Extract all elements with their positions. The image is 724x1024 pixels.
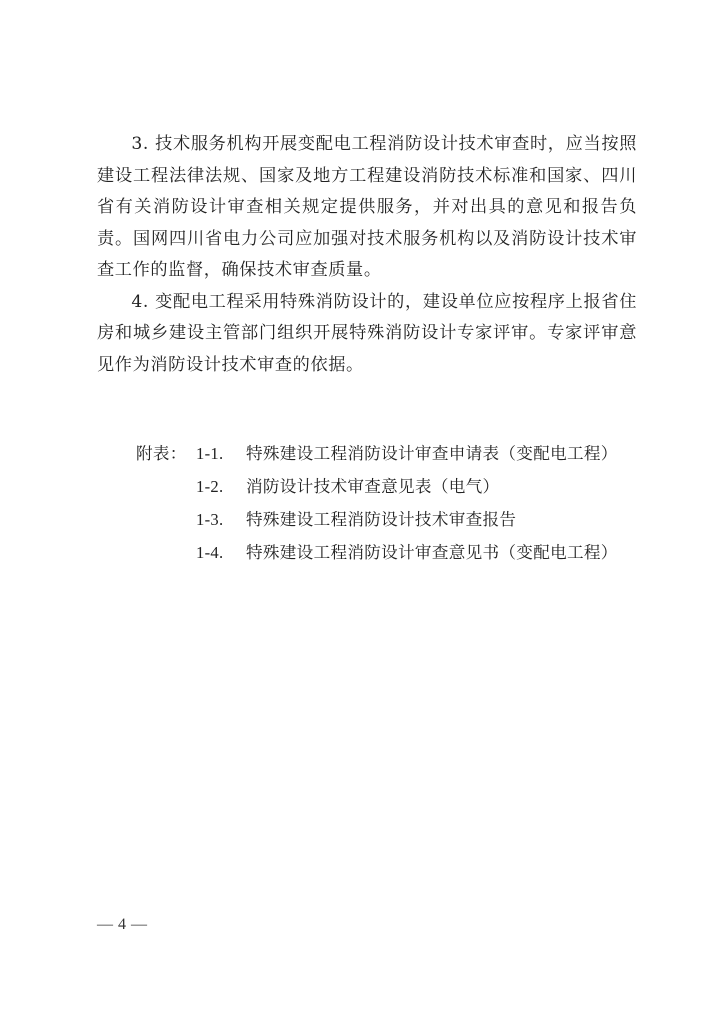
paragraph-item-4: 4. 变配电工程采用特殊消防设计的，建设单位应按程序上报省住房和城乡建设主管部门组织开展特殊消防设计专家评审。专家评审意见作为消防设计技术审查的依据。: [97, 291, 637, 375]
attachment-number: 1-4.: [196, 543, 224, 562]
attachment-row: [136, 536, 656, 569]
attachment-number: 1-1.: [196, 444, 224, 463]
attachment-prefix: 附表：: [136, 444, 187, 463]
page-number: — 4 —: [97, 916, 148, 933]
attachment-row: [136, 503, 656, 536]
attachment-number: 1-2.: [196, 477, 224, 496]
attachment-title: 特殊建设工程消防设计审查申请表（变配电工程）: [246, 444, 618, 463]
attachment-list: [136, 437, 656, 569]
attachment-number: 1-3.: [196, 510, 224, 529]
attachment-title: 特殊建设工程消防设计审查意见书（变配电工程）: [246, 543, 618, 562]
attachment-title: 消防设计技术审查意见表（电气）: [246, 477, 500, 496]
body-text: [97, 129, 637, 381]
attachment-title: 特殊建设工程消防设计技术审查报告: [246, 510, 517, 529]
attachment-row: [136, 437, 656, 470]
paragraph-item-3: 3. 技术服务机构开展变配电工程消防设计技术审查时，应当按照建设工程法律法规、国家及地方工程建设消防技术标准和国家、四川省有关消防设计审查相关规定提供服务，并对出具的意见和报告负责。国网四川省电力公司应加强对技术服务机构以及消防设计技术审查工作的监督，确保技术审查质量。: [97, 134, 637, 280]
attachment-row: [136, 470, 656, 503]
